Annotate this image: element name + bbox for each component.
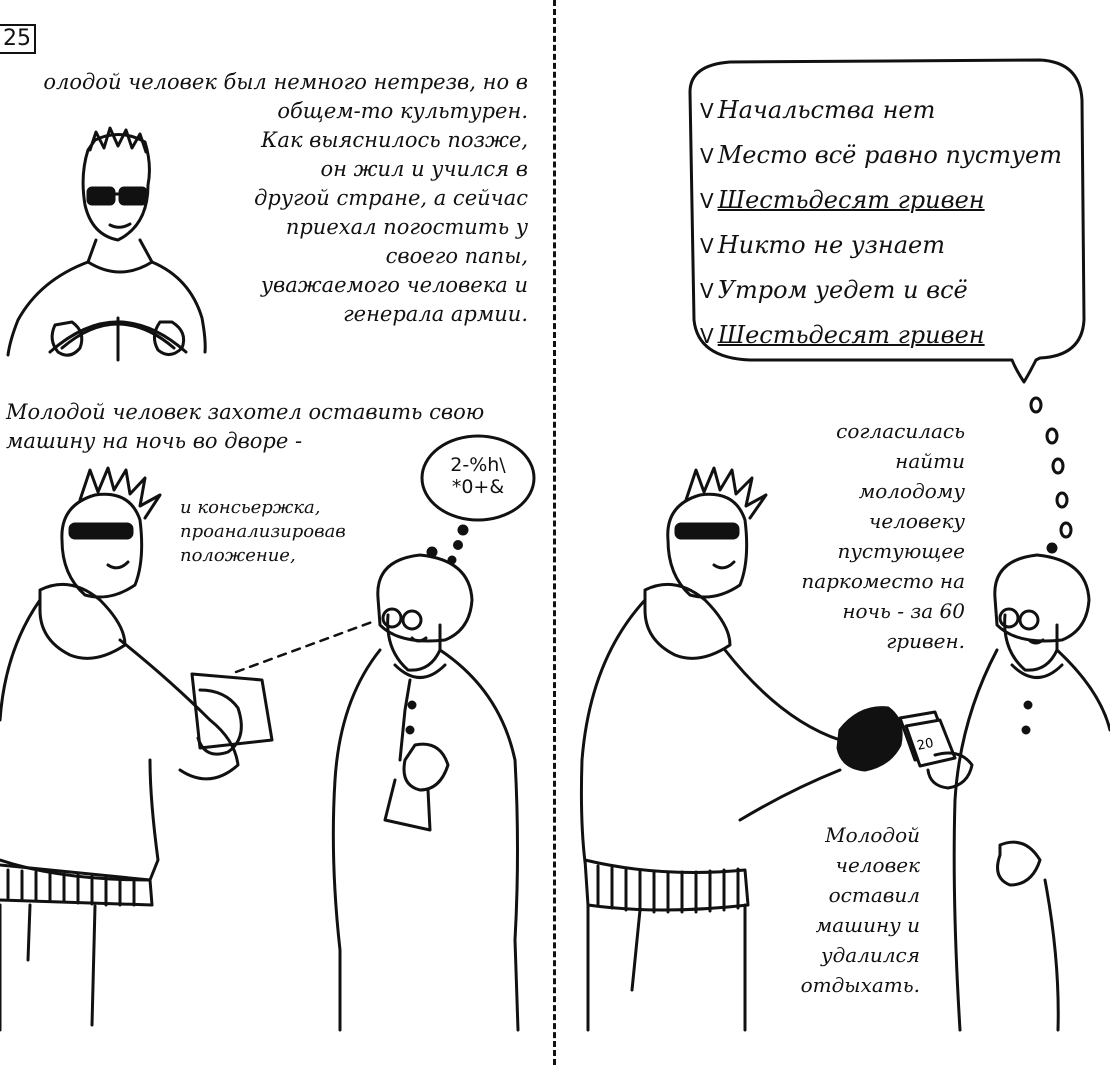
thought-bubble-symbols: 2-%h\ *0+& — [450, 454, 506, 498]
check-mark: V — [700, 279, 714, 303]
page-number: 25 — [0, 24, 36, 54]
check-mark: V — [700, 189, 714, 213]
narration-young-man-left: Молодой человек оставил машину и удалился отдыхать. — [800, 823, 920, 997]
checklist-item-text: Шестьдесят гривен — [717, 321, 985, 349]
check-mark: V — [700, 234, 714, 258]
checklist-item-text: Никто не узнает — [717, 231, 945, 259]
checklist-item-text: Начальства нет — [717, 96, 936, 124]
narration-driver-backstory: олодой человек был немного нетрезв, но в общем-то культурен. Как выяснилось позже, он жил и учился в другой стране, а сейчас приехал погостить у своего папы, уважаемого человека и генерала армии. — [43, 70, 528, 326]
banknote-denomination: 20 — [915, 735, 936, 754]
narration-wants-to-park: Молодой человек захотел оставить свою машину на ночь во дворе - — [6, 400, 485, 453]
checklist-item-text: Место всё равно пустует — [717, 141, 1062, 169]
narration-concierge-agreed: согласилась найти молодому человеку пустующее паркоместо на ночь - за 60 гривен. — [801, 419, 965, 653]
checklist-item-text: Шестьдесят гривен — [717, 186, 985, 214]
narration-concierge-analyzed: и консьержка, проанализировав положение, — [180, 497, 346, 566]
check-mark: V — [700, 144, 714, 168]
check-mark: V — [700, 324, 714, 348]
check-mark: V — [700, 99, 714, 123]
checklist-item-text: Утром уедет и всё — [717, 276, 968, 304]
